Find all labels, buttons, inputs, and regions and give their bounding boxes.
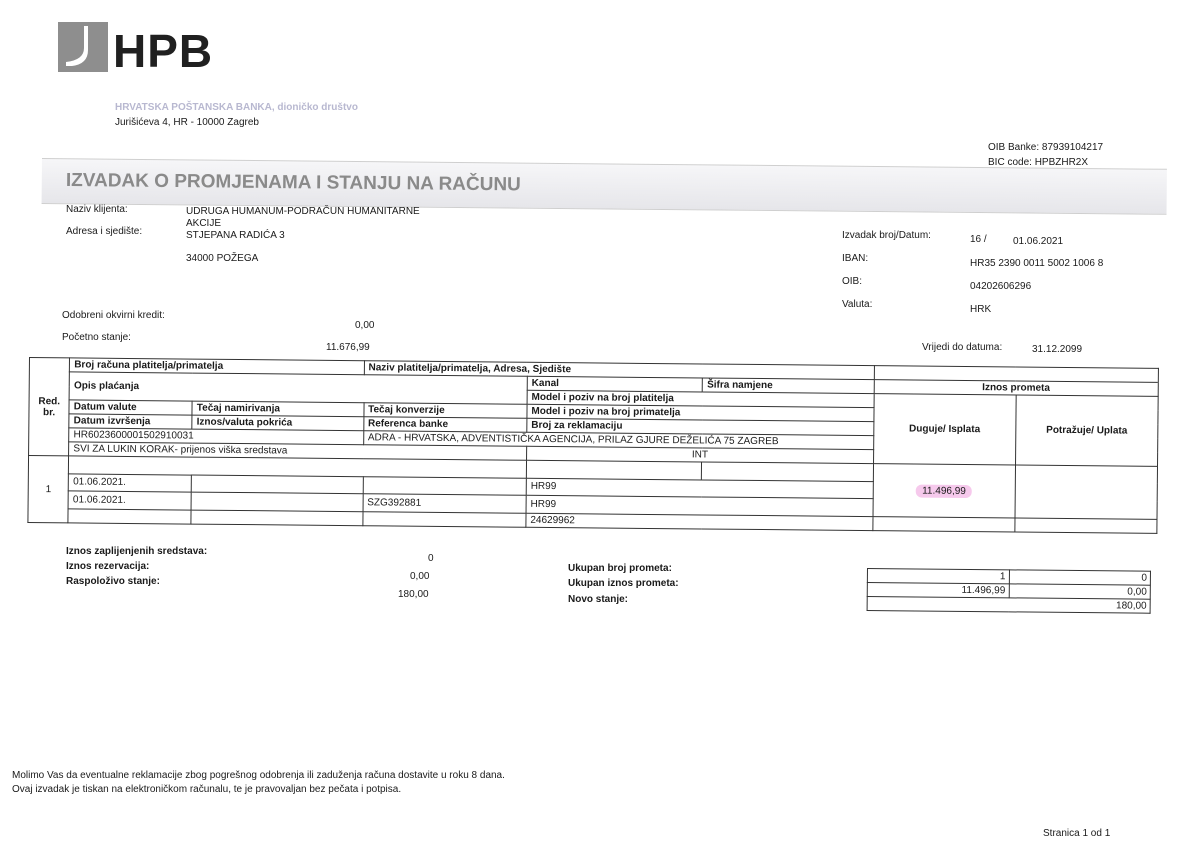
header-account: Broj računa platitelja/primatelja [70,358,364,375]
valid-until-value: 31.12.2099 [1032,344,1083,355]
tx-debit-cell [873,464,1016,518]
footer-line-1: Molimo Vas da eventualne reklamacije zbog pogrešnog odobrenja ili zaduženja računa dostavite u roku 8 dana. [12,770,505,781]
reserved-label: Iznos rezervacija: [66,561,150,572]
document-title: IZVADAK O PROMJENAMA I STANJU NA RAČUNU [65,170,521,196]
total-amount-label: Ukupan iznos prometa: [568,578,679,589]
header-credit: Potražuje/ Uplata [1015,395,1158,466]
credit-limit-label: Odobreni okvirni kredit: [62,310,165,321]
transaction-table [27,357,1159,534]
summary-total-credit: 0,00 [1009,584,1151,599]
tx-account: HR6023600001502910031 [69,428,363,445]
bank-bic: BIC code: HPBZHR2X [988,157,1089,168]
seized-label: Iznos zaplijenjenih sredstava: [66,546,208,557]
header-payer-name: Naziv platitelja/primatelja, Adresa, Sjedište [364,361,874,380]
footer-line-2: Ovaj izvadak je tiskan na elektroničkom računalu, te je pravovaljan bez pečata i potpisa. [12,784,402,795]
start-balance-label: Početno stanje: [62,332,131,343]
header-conversion-rate: Tečaj konverzije [364,403,527,419]
seized-value: 0 [428,553,434,564]
tx-channel: INT [526,446,873,463]
available-label: Raspoloživo stanje: [66,576,160,587]
tx-row-number: 1 [28,456,69,523]
start-balance-value: 11.676,99 [326,342,370,353]
client-name-line1: UDRUGA HUMANUM-PODRAČUN HUMANITARNE [186,206,420,217]
header-channel: Kanal [527,376,703,392]
summary-box [867,568,1151,614]
summary-count-debit: 1 [867,569,1009,584]
iban-label: IBAN: [842,253,869,264]
header-description: Opis plaćanja [69,372,527,404]
summary-new-balance: 180,00 [867,597,1150,614]
statement-number: 16 / [970,234,987,245]
header-turnover: Iznos prometa [874,380,1158,397]
hpb-logo-mark [58,22,108,72]
client-name-label: Naziv klijenta: [66,204,128,215]
summary-total-debit: 11.496,99 [867,583,1009,598]
new-balance-label: Novo stanje: [568,594,629,605]
header-red-br: Red. br. [29,358,70,456]
summary-count-credit: 0 [1009,570,1151,585]
available-value: 180,00 [398,589,429,600]
currency-value: HRK [970,304,992,315]
tx-complaint-no: 24629962 [526,513,873,530]
header-complaint-no: Broj za reklamaciju [527,418,874,435]
header-model-payer: Model i poziv na broj platitelja [527,390,874,407]
client-street: STJEPANA RADIĆA 3 [186,230,285,241]
client-city: 34000 POŽEGA [186,253,259,264]
page-number: Stranica 1 od 1 [1043,828,1111,839]
header-value-date: Datum valute [69,400,192,415]
tx-model-payer: HR99 [526,478,873,499]
header-amount-currency: Iznos/valuta pokrića [192,415,363,431]
credit-limit-value: 0,00 [355,320,375,331]
statement-number-label: Izvadak broj/Datum: [842,230,931,241]
header-exec-date: Datum izvršenja [69,414,192,429]
hpb-logo-text: HPB [113,25,214,77]
tx-payer: ADRA - HRVATSKA, ADVENTISTIČKA AGENCIJA, PRILAZ GJURE DEŽELIĆA 75 ZAGREB [363,431,873,450]
tx-value-date: 01.06.2021. [69,474,192,493]
iban-value: HR35 2390 0011 5002 1006 8 [970,258,1104,269]
statement-date: 01.06.2021 [1013,236,1064,247]
header-debit: Duguje/ Isplata [873,394,1016,465]
tx-description: SVI ZA LUKIN KORAK- prijenos viška sredstava [69,442,527,460]
header-purpose-code: Šifra namjene [703,378,874,394]
bank-address: Jurišićeva 4, HR - 10000 Zagreb [115,117,259,128]
header-model-recipient: Model i poziv na broj primatelja [527,404,874,421]
valid-until-label: Vrijedi do datuma: [922,342,1003,353]
currency-label: Valuta: [842,299,873,310]
header-settlement-rate: Tečaj namirivanja [192,401,363,417]
oib-value: 04202606296 [970,281,1032,292]
header-bank-ref: Referenca banke [363,417,526,433]
reserved-value: 0,00 [410,571,430,582]
tx-debit-amount: 11.496,99 [916,484,972,498]
bank-name: HRVATSKA POŠTANSKA BANKA, dioničko društvo [115,102,358,113]
tx-model-recipient: HR99 [526,496,873,517]
total-count-label: Ukupan broj prometa: [568,563,672,574]
oib-label: OIB: [842,276,863,287]
bank-oib: OIB Banke: 87939104217 [988,142,1104,153]
tx-bank-ref: SZG392881 [363,494,526,513]
tx-exec-date: 01.06.2021. [68,491,191,510]
client-name-line2: AKCIJE [186,218,222,229]
client-address-label: Adresa i sjedište: [66,226,143,237]
